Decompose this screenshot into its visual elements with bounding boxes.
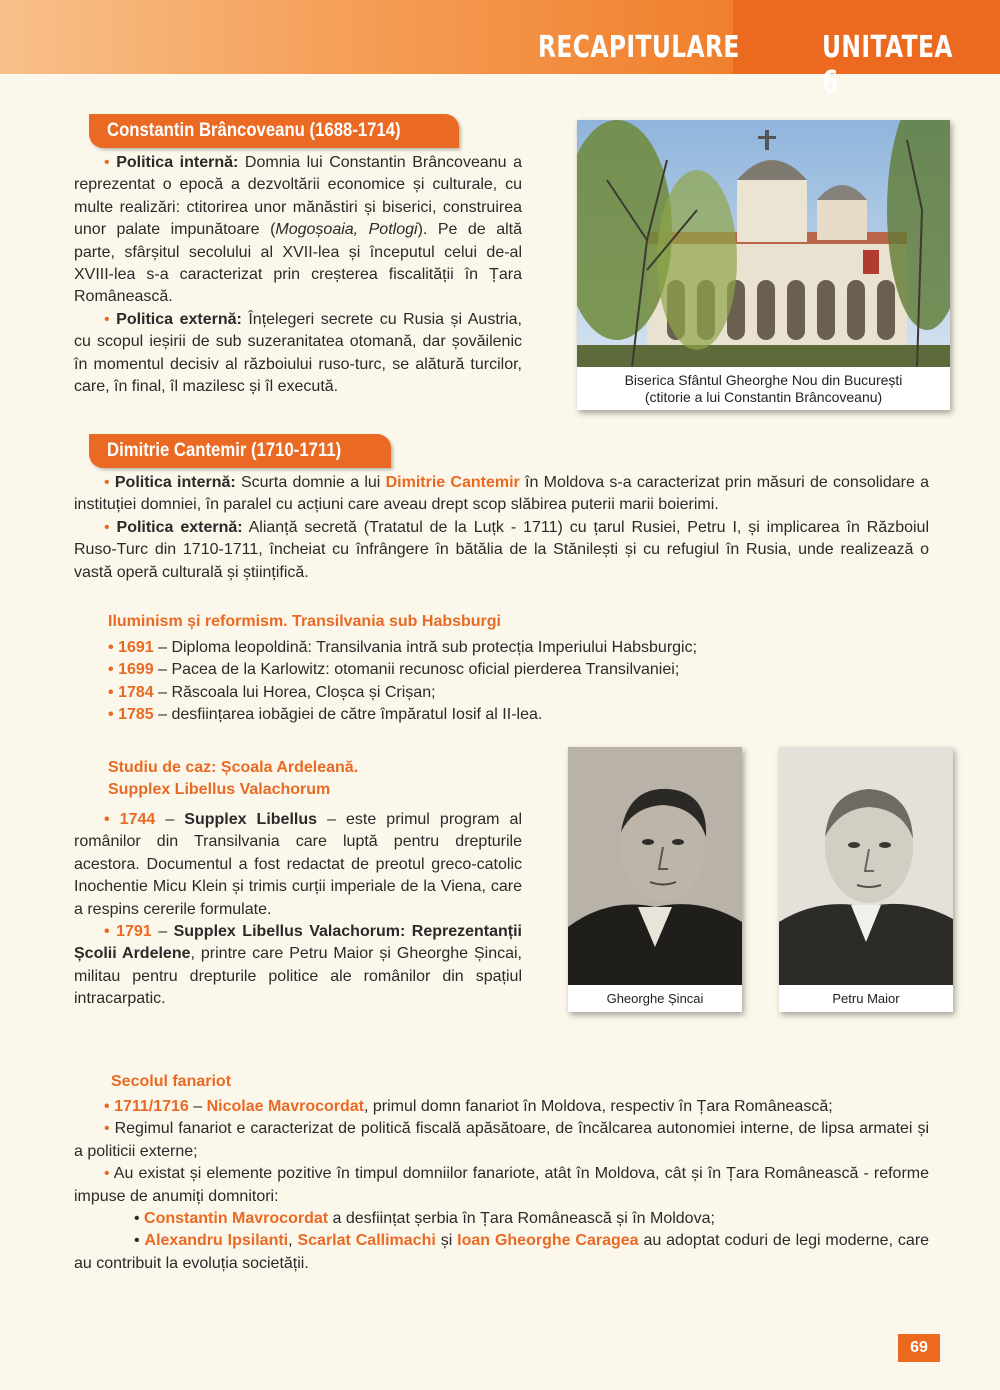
cantemir-external: • Politica externă: Alianță secretă (Tratatul de la Luțk - 1711) cu țarul Rusiei, Petru I, și implicarea în Războiul Ruso-Turc din 1710-1711, încheiat cu înfrângere în bătălia de la Stănilești și cu refugiul în Rusia, unde realizează o vastă operă culturală și științifică.: [74, 518, 929, 581]
brancoveanu-heading: Constantin Brâncoveanu (1688-1714): [89, 114, 459, 148]
supplex-1744: • 1744 – Supplex Libellus – este primul program al românilor din Transilvania care luptă pentru drepturile acestora. Documentul a fost redactat de preotul greco-catolic Inochentie Micu Klein și trimis curții imperiale de la Viena, care a respins cererile formulate.: [74, 811, 522, 918]
scoala-heading: Studiu de caz: Școala Ardeleană. Supplex Libellus Valachorum: [108, 759, 359, 798]
page-header: [0, 0, 1000, 100]
list-item: • 1699 – Pacea de la Karlowitz: otomanii recunosc oficial pierderea Transilvaniei;: [108, 661, 680, 679]
list-item: • 1785 – desființarea iobăgiei de către împăratul Iosif al II-lea.: [108, 706, 543, 724]
church-photo-frame: [577, 120, 950, 410]
iluminism-list: [108, 637, 928, 727]
fanariot-heading: Secolul fanariot: [111, 1073, 232, 1090]
portrait-sincai-caption: Gheorghe Șincai: [606, 991, 704, 1006]
church-photo: [577, 120, 950, 367]
list-item: • 1691 – Diploma leopoldină: Transilvania intră sub protecția Imperiului Habsburgic;: [108, 639, 698, 656]
unit-title: UNITATEA 6: [822, 30, 953, 100]
fanariot-line2: • Regimul fanariot e caracterizat de politică fiscală apăsătoare, de încălcarea autonomiei interne, de lipsa armatei și a politicii externe;: [74, 1120, 929, 1160]
list-item: • 1784 – Răscoala lui Horea, Cloșca și Crișan;: [108, 683, 436, 701]
brancoveanu-external: • Politica externă: Înțelegeri secrete cu Rusia și Austria, cu scopul ieșirii de sub suzeranitatea otomană, dar șovăilenic în momentul decisiv al războiului ruso-turc, se alătură turcilor, care, în final, îl mazilesc și îl execută.: [74, 310, 522, 396]
scoala-text: [74, 809, 522, 1011]
portrait-maior-caption: Petru Maior: [832, 991, 900, 1006]
portrait-sincai-frame: [568, 747, 742, 1012]
fanariot-text: [74, 1096, 929, 1275]
cantemir-heading: Dimitrie Cantemir (1710-1711): [89, 434, 391, 468]
fanariot-line3: • Au existat și elemente pozitive în timpul domniilor fanariote, atât în Moldova, cât și în Țara Românească - reforme impuse de anumiți domnitori:: [74, 1165, 929, 1205]
church-photo-caption: Biserica Sfântul Gheorghe Nou din București (ctitorie a lui Constantin Brâncoveanu): [624, 372, 903, 405]
page-number: 69: [898, 1334, 940, 1362]
cantemir-internal: • Politica internă: Scurta domnie a lui Dimitrie Cantemir în Moldova s-a caracterizat prin măsuri de consolidare a instituției domniei, în paralel cu acțiuni care aveau drept scop slăbirea puterii marii boierimi.: [74, 474, 930, 514]
fanariot-sub1: • Constantin Mavrocordat a desființat șerbia în Țara Românească și în Moldova;: [134, 1210, 715, 1228]
fanariot-sub2: • Alexandru Ipsilanti, Scarlat Callimachi și Ioan Gheorghe Caragea au adoptat coduri de legi moderne, care au contribuit la evoluția societății.: [74, 1232, 930, 1272]
brancoveanu-text: [74, 152, 522, 398]
portrait-maior-frame: [779, 747, 953, 1012]
supplex-1791: • 1791 – Supplex Libellus Valachorum: Reprezentanții Școlii Ardelene, printre care Petru Maior și Gheorghe Șincai, militau pentru drepturile politice ale românilor din spațiul intracarpatic.: [74, 923, 523, 1008]
section-title: RECAPITULARE: [538, 30, 740, 65]
brancoveanu-internal: • Politica internă: Domnia lui Constantin Brâncoveanu a reprezentat o epocă a dezvoltării economice și culturale, cu multe realizări: ctitorirea unor mănăstiri și biserici, construirea unor palate impunătoare (Mogoșoaia, Potlogi). Pe de altă parte, sfârșitul secolului al XVII-lea și începutul celui de-al XVIII-lea s-a caracterizat prin creșterea fiscalității în Țara Românească.: [74, 154, 523, 306]
fanariot-line1: • 1711/1716 – Nicolae Mavrocordat, primul domn fanariot în Moldova, respectiv în Țara Românească;: [104, 1098, 833, 1115]
iluminism-heading: Iluminism și reformism. Transilvania sub Habsburgi: [108, 613, 501, 630]
cantemir-text: [74, 472, 929, 584]
portrait-sincai: [568, 747, 742, 985]
portrait-maior: [779, 747, 953, 985]
